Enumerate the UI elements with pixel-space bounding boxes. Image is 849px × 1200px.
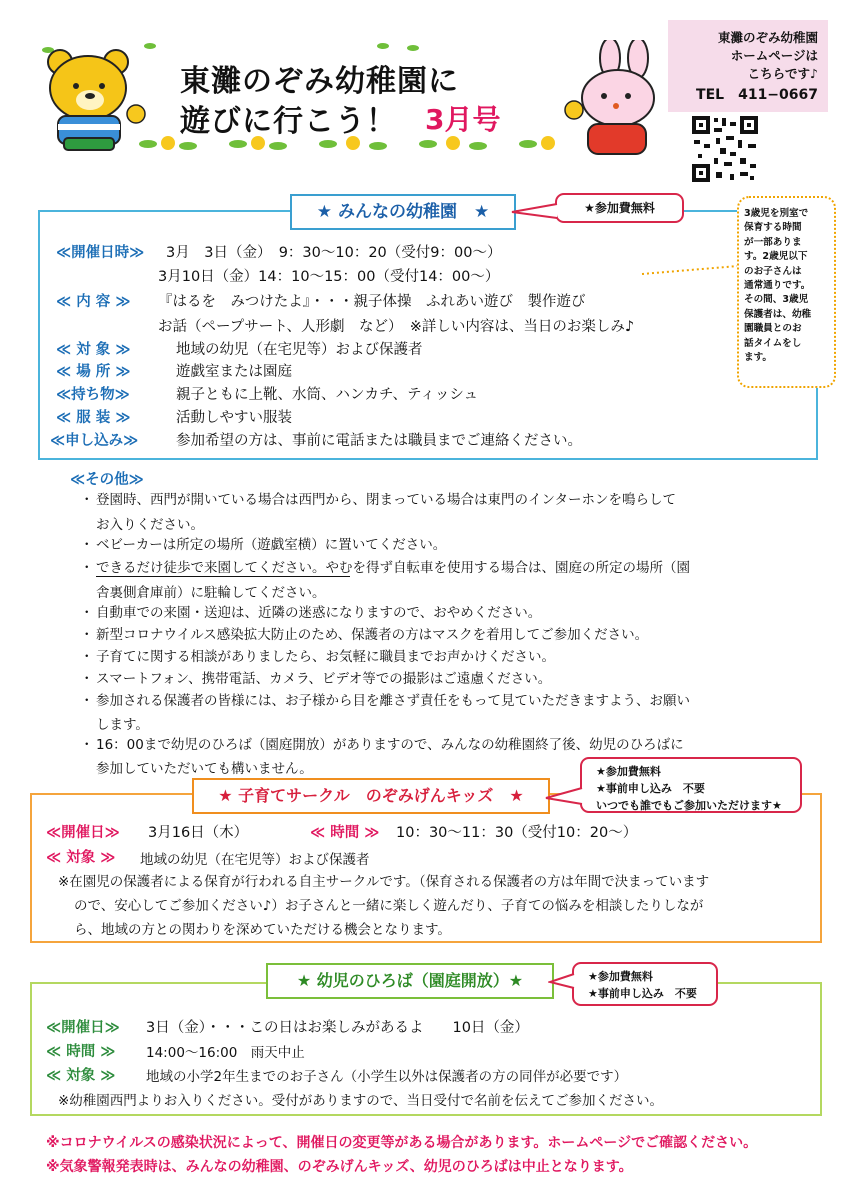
label-clothing: ≪ 服 装 ≫: [56, 410, 131, 426]
label-application: ≪申し込み≫: [50, 433, 139, 449]
value-content-2: お話（ペープサート、人形劇 など） ※詳しい内容は、当日のお楽しみ♪: [158, 319, 635, 335]
s3-date-value: 3日（金）・・・この日はお楽しみがあるよ 10日（金）: [146, 1020, 529, 1036]
s2-date-label: ≪開催日≫: [46, 825, 120, 841]
note-line: ます。: [744, 352, 773, 364]
s2-note-line3: ら、地域の方との関わりを深めていただける機会となります。: [74, 922, 451, 938]
note-line: が一部ありま: [744, 236, 802, 248]
s2-date-value: 3月16日（木）: [148, 825, 249, 841]
label-content: ≪ 内 容 ≫: [56, 294, 131, 310]
list-item: ・ スマートフォン、携帯電話、カメラ、ビデオ等での撮影はご遠慮ください。: [80, 671, 552, 687]
tag-line: ★事前申し込み 不要: [588, 987, 697, 1000]
other-heading: ≪その他≫: [70, 472, 144, 488]
bear-illustration: [48, 50, 145, 150]
section2-title: ★ 子育てサークル のぞみげんキッズ ★: [192, 778, 550, 814]
value-content-1: 『はるを みつけたよ』・・・親子体操 ふれあい遊び 製作遊び: [158, 294, 586, 310]
qr-code-icon[interactable]: [690, 114, 760, 184]
label-target: ≪ 対 象 ≫: [56, 342, 131, 358]
page-title-line2: 遊びに行こう！: [180, 104, 397, 139]
list-item: ・ 子育てに関する相談がありましたら、お気軽に職員までお声かけください。: [80, 649, 555, 665]
note-line: 話タイムをし: [744, 337, 802, 349]
issue-label: 3月号: [425, 103, 501, 136]
note-line: のお子さんは: [744, 265, 802, 277]
s3-time-label: ≪ 時間 ≫: [46, 1044, 116, 1060]
list-item: ・ 参加される保護者の皆様には、お子様から目を離さず責任をもって見ていただきますよう、お願い: [80, 693, 690, 709]
s3-time-value: 14:00〜16:00 雨天中止: [146, 1045, 305, 1061]
value-belongings: 親子ともに上靴、水筒、ハンカチ、ティッシュ: [176, 387, 479, 403]
tag-line: いつでも誰でもご参加いただけます★: [596, 799, 782, 812]
section3-info-tag: [572, 962, 718, 1006]
contact-school-name: 東灘のぞみ幼稚園: [717, 30, 818, 45]
underline: [96, 576, 350, 577]
value-application: 参加希望の方は、事前に電話または職員までご連絡ください。: [176, 433, 582, 449]
s3-date-label: ≪開催日≫: [46, 1020, 120, 1036]
footer-note-2: ※気象警報発表時は、みんなの幼稚園、のぞみげんキッズ、幼児のひろばは中止となります。: [46, 1159, 633, 1175]
section1-title: ★ みんなの幼稚園 ★: [290, 194, 516, 230]
tag-pointer: [548, 970, 576, 992]
section2-info-tag: [580, 757, 802, 813]
tag-line: ★参加費無料: [596, 765, 661, 778]
footer-note-1: ※コロナウイルスの感染状況によって、開催日の変更等がある場合があります。ホームページでご確認ください。: [46, 1135, 758, 1151]
tag-line: ★事前申し込み 不要: [596, 782, 705, 795]
note-connector: [640, 262, 740, 282]
section1-fee-tag: ★参加費無料: [555, 193, 684, 223]
note-line: す。2歳児以下: [744, 251, 808, 263]
contact-homepage-text: ホームページは: [730, 48, 818, 63]
section3-title: ★ 幼児のひろば（園庭開放）★: [266, 963, 554, 999]
list-item: ・ 新型コロナウイルス感染拡大防止のため、保護者の方はマスクを着用してご参加ください。: [80, 627, 649, 643]
contact-here-text: こちらです♪: [747, 66, 818, 81]
list-item: ・ できるだけ徒歩で来園してください。やむを得ず自転車を使用する場合は、園庭の所定の場所（園: [80, 560, 690, 576]
list-item: ・ ベビーカーは所定の場所（遊戯室横）に置いてください。: [80, 537, 447, 553]
note-line: 保育する時間: [744, 222, 802, 234]
rabbit-illustration: [565, 40, 654, 154]
page-title-line1: 東灘のぞみ幼稚園に: [180, 64, 459, 99]
s2-target-label: ≪ 対象 ≫: [46, 850, 116, 866]
tag-pointer: [510, 200, 560, 222]
value-target: 地域の幼児（在宅児等）および保護者: [176, 342, 423, 358]
note-line: 3歳児を別室で: [744, 208, 809, 219]
list-item-cont: お入りください。: [96, 517, 204, 533]
contact-tel: TEL 411−0667: [696, 87, 818, 103]
list-item-cont: 参加していただいても構いません。: [96, 761, 313, 777]
label-belongings: ≪持ち物≫: [56, 387, 130, 403]
note-line: 園職員とのお: [744, 323, 802, 335]
note-line: 保護者は、幼稚: [744, 308, 812, 320]
list-item: ・ 登園時、西門が開いている場合は西門から、閉まっている場合は東門のインターホンを鳴らして: [80, 492, 676, 508]
label-datetime: ≪開催日時≫: [56, 245, 145, 261]
s3-target-label: ≪ 対象 ≫: [46, 1068, 116, 1084]
s2-time-value: 10：30〜11：30（受付10：20〜）: [396, 825, 638, 841]
s2-note-line1: ※在園児の保護者による保育が行われる自主サークルです。（保育される保護者の方は年間で決まっています: [58, 874, 710, 890]
list-item-cont: 舎裏側倉庫前）に駐輪してください。: [96, 585, 326, 601]
tag-line: ★参加費無料: [588, 970, 653, 983]
s2-note-line2: ので、安心してご参加ください♪）お子さんと一緒に楽しく遊んだり、子育ての悩みを相談したりしなが: [74, 898, 704, 914]
note-line: その間、3歳児: [744, 294, 809, 306]
tag-pointer: [544, 784, 584, 808]
value-datetime-1: 3月 3日（金） 9：30〜10：20（受付9：00〜）: [166, 245, 502, 261]
list-item: ・ 16：00まで幼児のひろば（園庭開放）がありますので、みんなの幼稚園終了後、幼児のひろばに: [80, 737, 684, 753]
list-item-cont: します。: [96, 717, 149, 733]
note-text: [744, 207, 828, 365]
value-datetime-2: 3月10日（金）14：10〜15：00（受付14：00〜）: [158, 269, 500, 285]
label-place: ≪ 場 所 ≫: [56, 364, 131, 380]
s3-target-value: 地域の小学2年生までのお子さん（小学生以外は保護者の方の同伴が必要です）: [146, 1069, 628, 1085]
value-clothing: 活動しやすい服装: [176, 410, 292, 426]
note-line: 通常通りです。: [744, 280, 811, 292]
s2-time-label: ≪ 時間 ≫: [310, 825, 380, 841]
leaf-top: [42, 43, 419, 53]
s3-note: ※幼稚園西門よりお入りください。受付がありますので、当日受付で名前を伝えてご参加ください。: [58, 1093, 664, 1109]
contact-box: [668, 20, 828, 112]
s2-target-value: 地域の幼児（在宅児等）および保護者: [140, 852, 370, 868]
list-item: ・ 自動車での来園・送迎は、近隣の迷惑になりますので、おやめください。: [80, 605, 542, 621]
value-place: 遊戯室または園庭: [176, 364, 292, 380]
